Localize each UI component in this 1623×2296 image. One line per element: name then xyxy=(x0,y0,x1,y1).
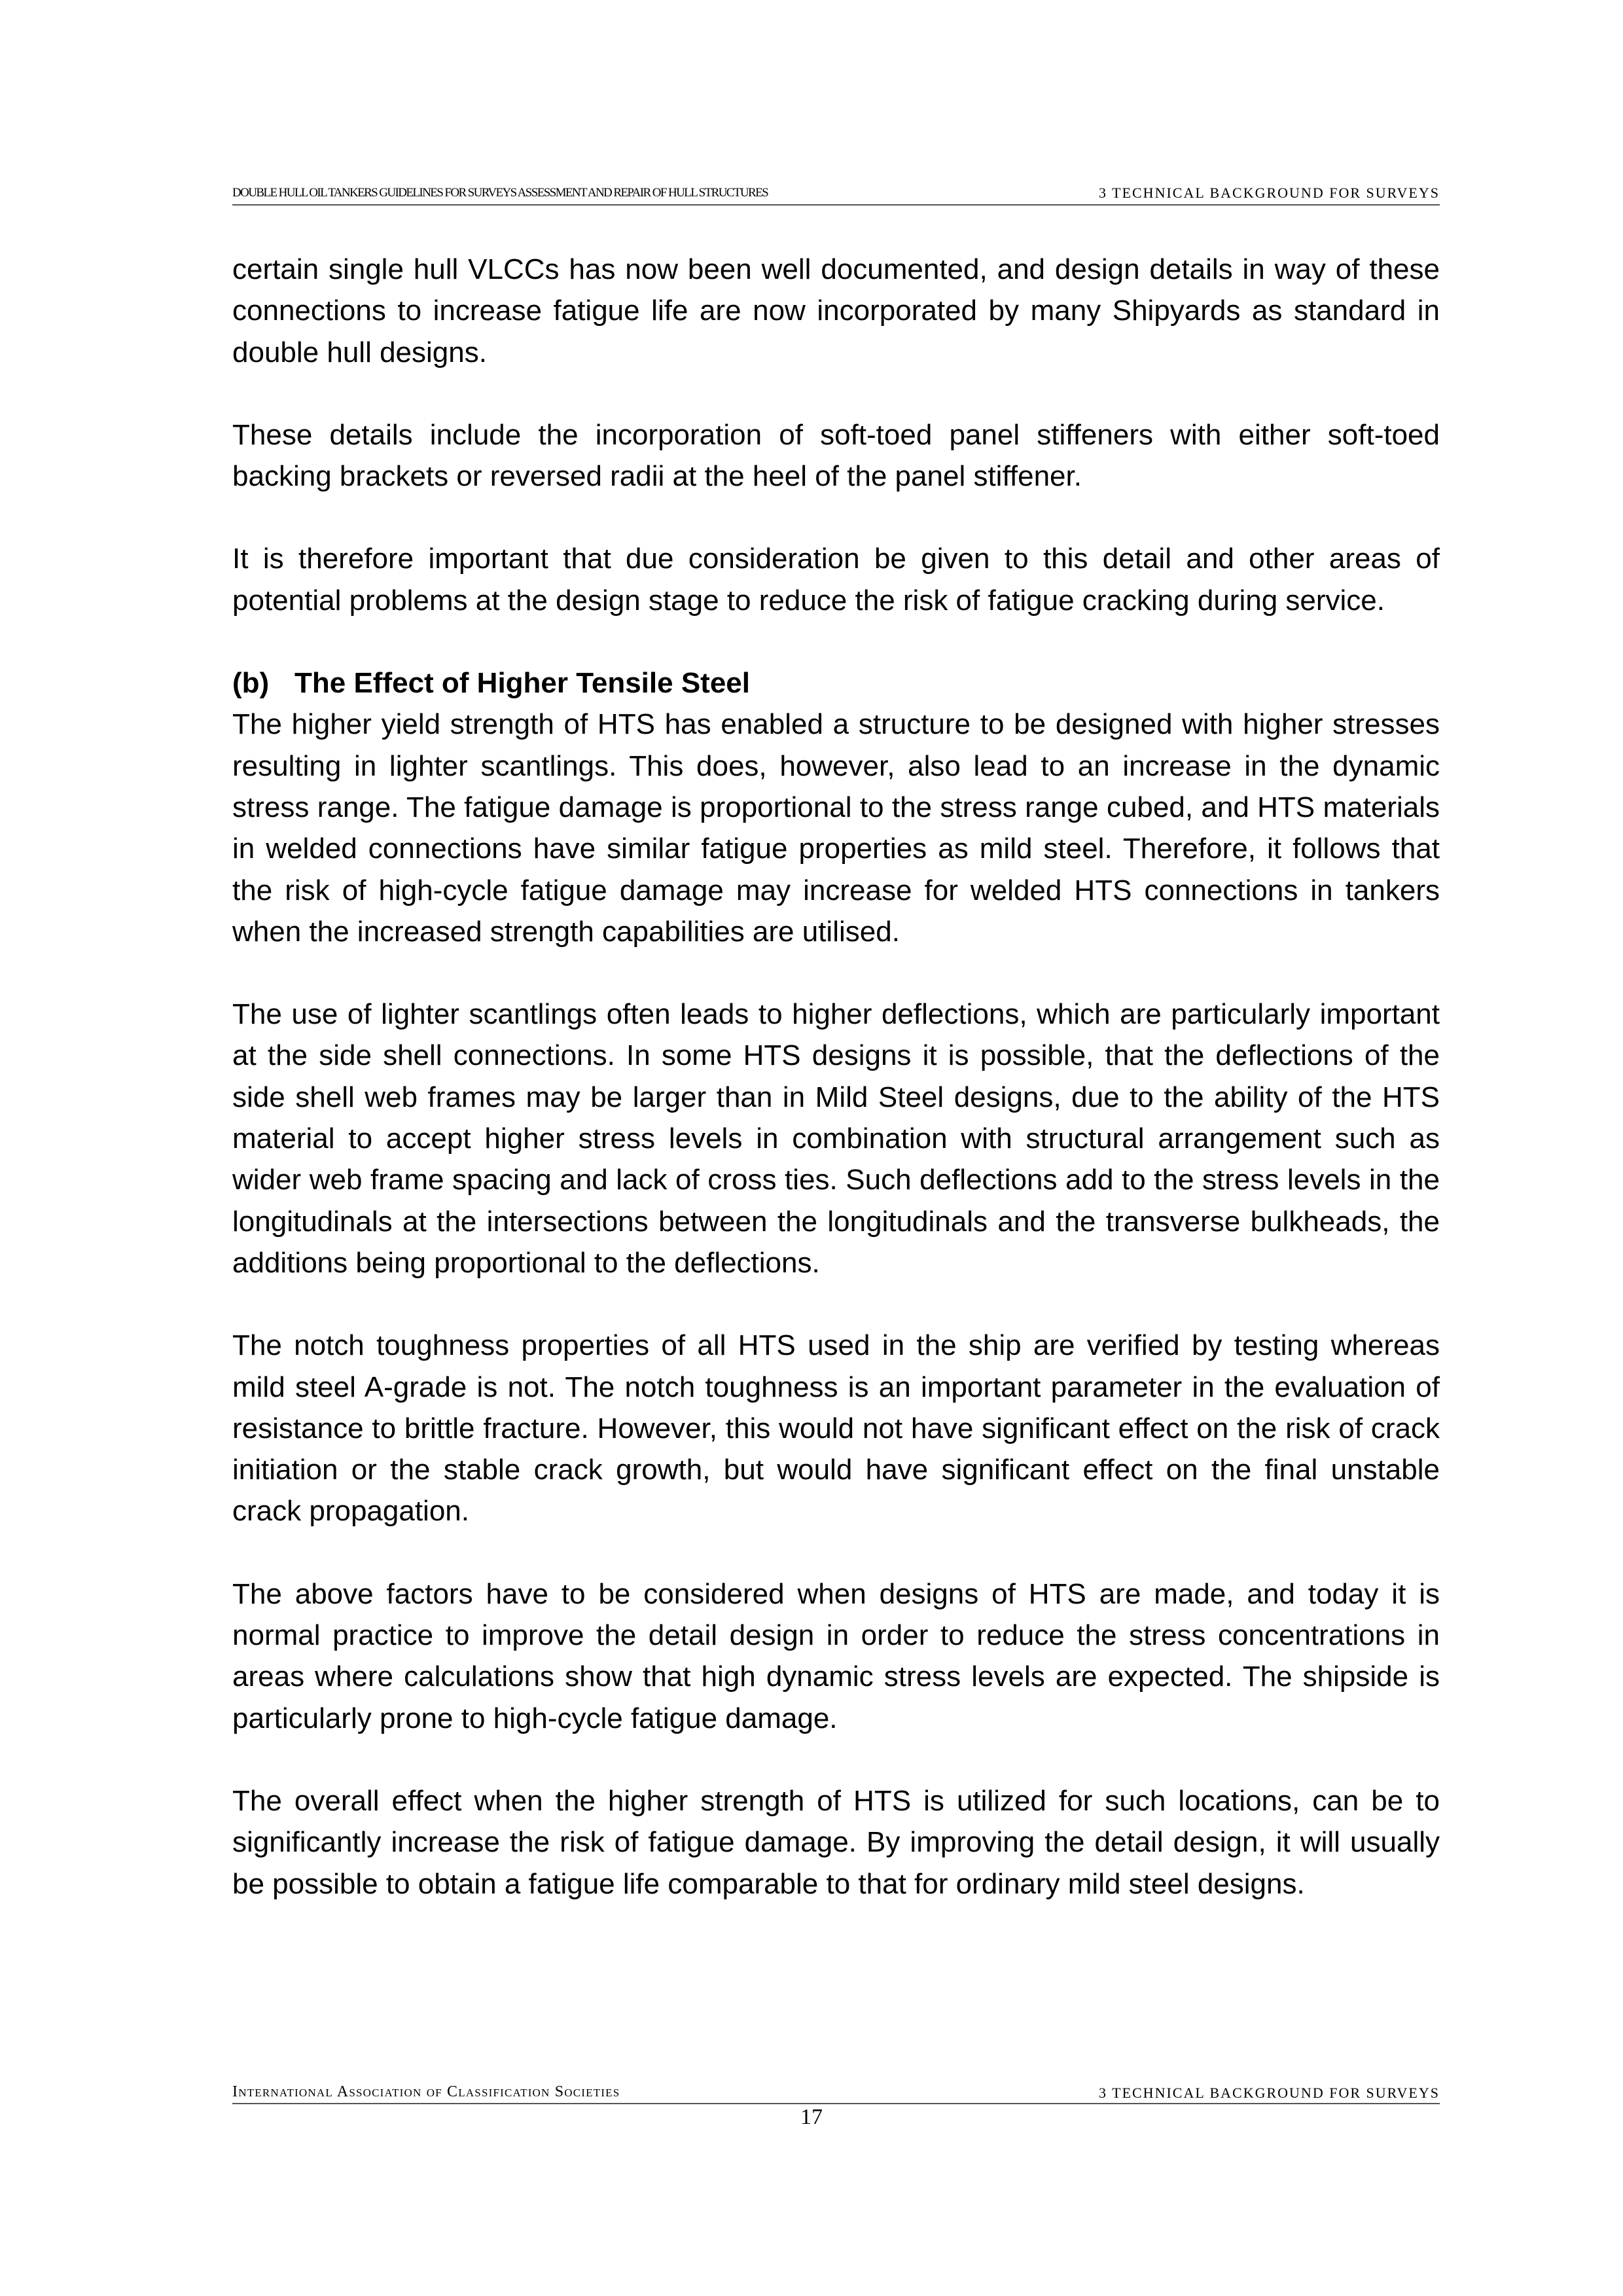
section-marker: (b) xyxy=(232,667,270,700)
header-document-title: DOUBLE HULL OIL TANKERS GUIDELINES FOR SURVEYS ASSESSMENT AND REPAIR OF HULL STRUCTURES xyxy=(232,186,768,200)
paragraph-7: The above factors have to be considered when designs of HTS are made, and today it is normal practice to improve the detail design in order to reduce the stress concentrations in areas where calculations show that high dynamic stress levels are expected. The shipside is particularly prone to high-cycle fatigue damage. xyxy=(232,1577,1440,1734)
section-title: The Effect of Higher Tensile Steel xyxy=(294,667,750,700)
section-heading xyxy=(232,662,1440,704)
header-section-title: 3 TECHNICAL BACKGROUND FOR SURVEYS xyxy=(1099,185,1440,201)
footer-section-title: 3 TECHNICAL BACKGROUND FOR SURVEYS xyxy=(1099,2085,1440,2101)
paragraph-6: The notch toughness properties of all HTS used in the ship are verified by testing whereas mild steel A-grade is not. The notch toughness is an important parameter in the evaluation of resistance to brittle fracture. However, this would not have significant effect on the risk of crack initiation or the stable crack growth, but would have significant effect on the final unstable crack propagation. xyxy=(232,1329,1440,1528)
footer-organization: International Association of Classification Societies xyxy=(232,2083,620,2100)
paragraph-8: The overall effect when the higher strength of HTS is utilized for such locations, can be to significantly increase the risk of fatigue damage. By improving the detail design, it will usually be possible to obtain a fatigue life comparable to that for ordinary mild steel designs. xyxy=(232,1784,1440,1900)
paragraph-3: It is therefore important that due consideration be given to this detail and other areas of potential problems at the design stage to reduce the risk of fatigue cracking during service. xyxy=(232,543,1440,617)
paragraph-1: certain single hull VLCCs has now been well documented, and design details in way of these connections to increase fatigue life are now incorporated by many Shipyards as standard in double hull designs. xyxy=(232,253,1440,368)
body-text xyxy=(232,249,1440,1905)
paragraph-2: These details include the incorporation of soft-toed panel stiffeners with either soft-toed backing brackets or reversed radii at the heel of the panel stiffener. xyxy=(232,418,1440,493)
page-header xyxy=(232,185,1440,206)
paragraph-5: The use of lighter scantlings often leads to higher deflections, which are particularly important at the side shell connections. In some HTS designs it is possible, that the deflections of the side shell web frames may be larger than in Mild Steel designs, due to the ability of the HTS material to accept higher stress levels in combination with structural arrangement such as wider web frame spacing and lack of cross ties. Such deflections add to the stress levels in the longitudinals at the intersections between the longitudinals and the transverse bulkheads, the additions being proportional to the deflections. xyxy=(232,998,1440,1279)
page-footer xyxy=(232,2083,1440,2104)
page-number: 17 xyxy=(800,2105,823,2129)
paragraph-4: The higher yield strength of HTS has enabled a structure to be designed with higher stresses resulting in lighter scantlings. This does, however, also lead to an increase in the dynamic stress range. The fatigue damage is proportional to the stress range cubed, and HTS materials in welded connections have similar fatigue properties as mild steel. Therefore, it follows that the risk of high-cycle fatigue damage may increase for welded HTS connections in tankers when the increased strength capabilities are utilised. xyxy=(232,708,1440,948)
